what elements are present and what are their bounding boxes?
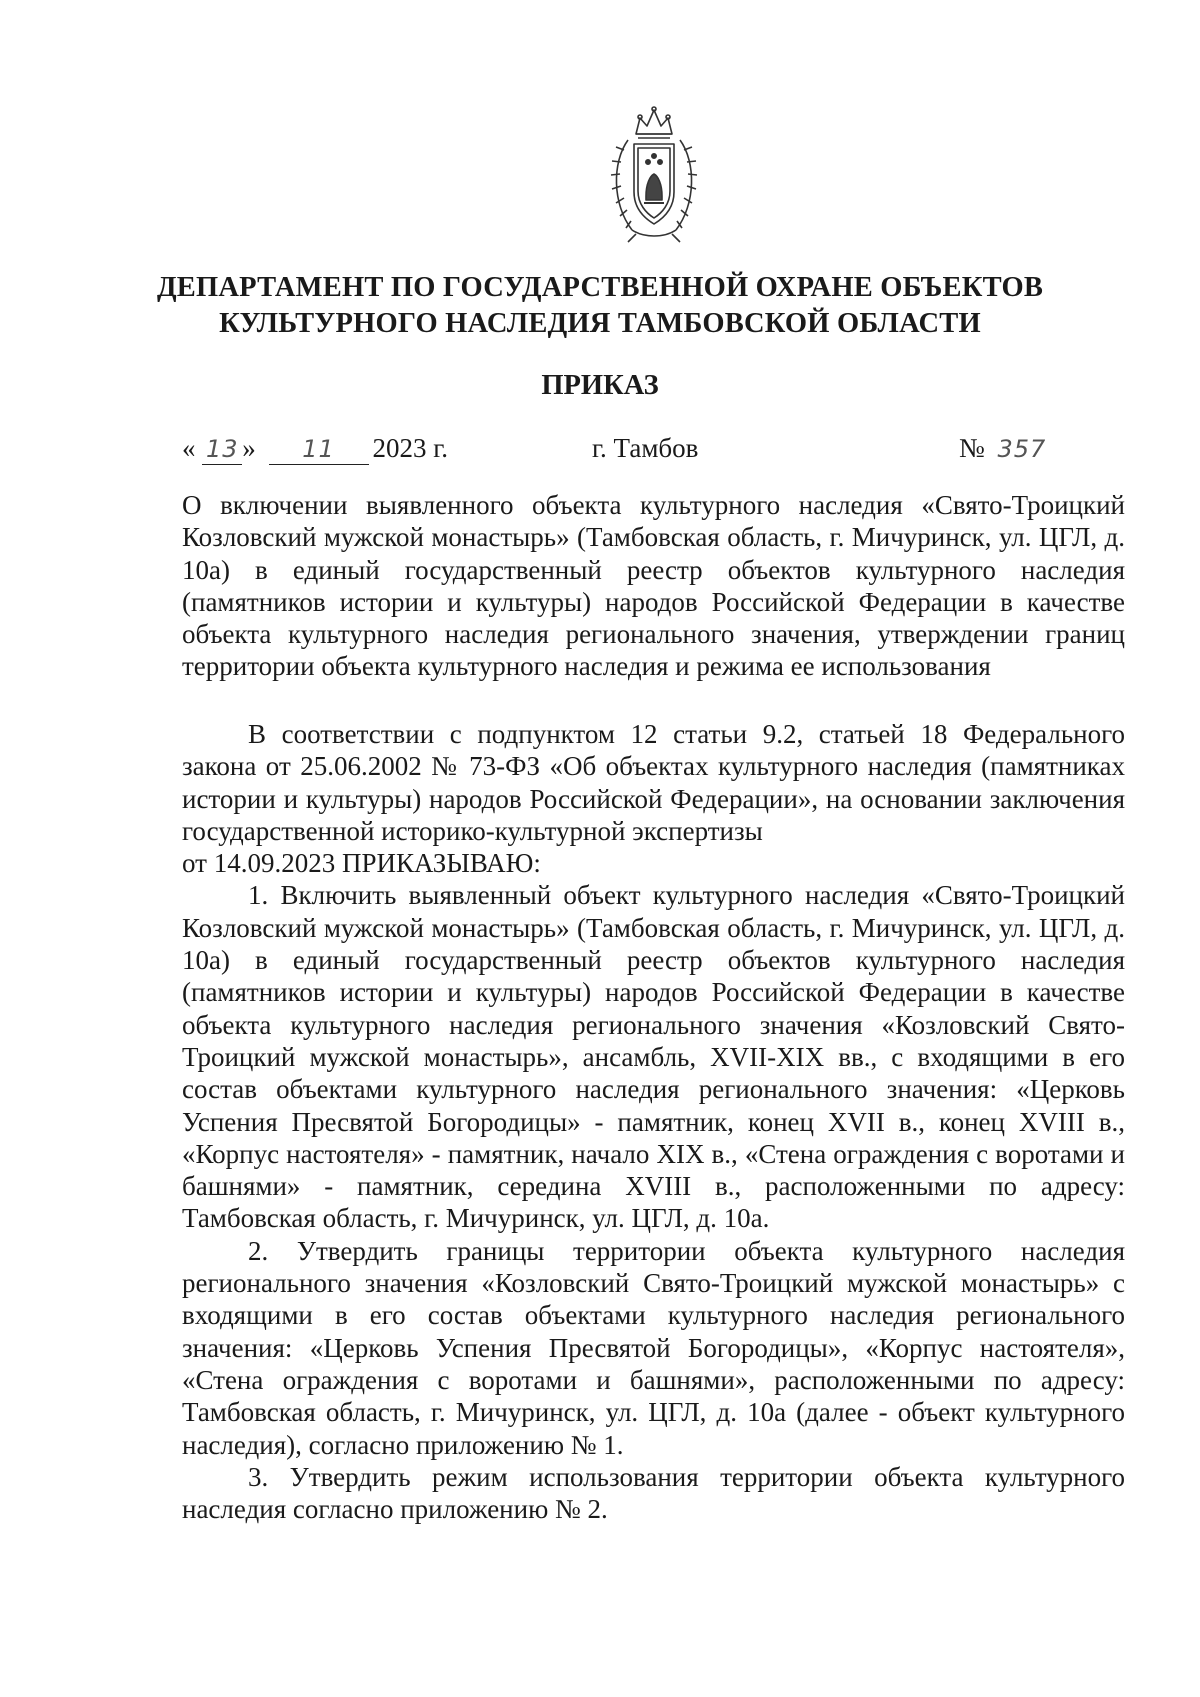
number-field	[992, 433, 1080, 464]
order-number	[959, 428, 1080, 468]
number-label: №	[959, 433, 985, 463]
item-1-paragraph: 1. Включить выявленный объект культурного наследия «Свято-Троицкий Козловский мужской монастырь» (Тамбовская область, г. Мичуринск, ул. ЦГЛ, д. 10а) в единый государственный реестр объектов культурного наследия (памятников истории и культуры) народов Российской Федерации в качестве объекта культурного наследия регионального значения «Козловский Свято-Троицкий мужской монастырь», ансамбль, XVII-XIX вв., с входящими в его состав объектами культурного наследия регионального значения: «Церковь Успения Пресвятой Богородицы» - памятник, конец XVII в., конец XVIII в., «Корпус настоятеля» - памятник, начало XIX в., «Стена ограждения с воротами и башнями» - памятник, середина XVIII в., расположенными по адресу: Тамбовская область, г. Мичуринск, ул. ЦГЛ, д. 10а.	[182, 880, 1125, 1234]
order-city: г. Тамбов	[592, 433, 699, 463]
order-body	[182, 718, 1125, 1525]
preamble-paragraph: В соответствии с подпунктом 12 статьи 9.2, статьей 18 Федерального закона от 25.06.2002 № 73-ФЗ «Об объектах культурного наследия (памятниках истории и культуры) народов Российской Федерации», на основании заключения государственной историко-культурной экспертизы	[182, 719, 1125, 846]
order-date	[182, 428, 448, 468]
document-type-title: ПРИКАЗ	[541, 370, 659, 401]
date-open-quote: «	[182, 433, 196, 463]
item-3-paragraph: 3. Утвердить режим использования территории объекта культурного наследия согласно приложению № 2.	[182, 1461, 1125, 1525]
department-heading	[150, 270, 1050, 342]
number-value: 357	[997, 435, 1047, 463]
date-year: 2023 г.	[372, 433, 449, 463]
department-line-2: КУЛЬТУРНОГО НАСЛЕДИЯ ТАМБОВСКОЙ ОБЛАСТИ	[219, 308, 981, 339]
department-line-1: ДЕПАРТАМЕНТ ПО ГОСУДАРСТВЕННОЙ ОХРАНЕ ОБЪЕКТОВ	[156, 272, 1044, 303]
date-month	[269, 433, 369, 465]
date-day-value: 13	[205, 435, 239, 463]
date-month-value: 11	[302, 435, 335, 463]
coat-of-arms-icon	[606, 104, 702, 246]
preamble-last-line: от 14.09.2023 ПРИКАЗЫВАЮ:	[182, 848, 541, 879]
date-close-quote: »	[242, 433, 256, 463]
order-subject: О включении выявленного объекта культурного наследия «Свято-Троицкий Козловский мужской монастырь» (Тамбовская область, г. Мичуринск, ул. ЦГЛ, д. 10а) в единый государственный реестр объектов культурного наследия (памятников истории и культуры) народов Российской Федерации в качестве объекта культурного наследия регионального значения, утверждении границ территории объекта культурного наследия и режима ее использования	[182, 490, 1125, 682]
date-number-line	[182, 428, 1125, 468]
date-day	[202, 433, 242, 465]
item-2-paragraph: 2. Утвердить границы территории объекта культурного наследия регионального значения «Козловский Свято-Троицкий мужской монастырь» с входящими в его состав объектами культурного наследия регионального значения: «Церковь Успения Пресвятой Богородицы», «Корпус настоятеля», «Стена ограждения с воротами и башнями», расположенными по адресу: Тамбовская область, г. Мичуринск, ул. ЦГЛ, д. 10а (далее - объект культурного наследия), согласно приложению № 1.	[182, 1235, 1125, 1460]
